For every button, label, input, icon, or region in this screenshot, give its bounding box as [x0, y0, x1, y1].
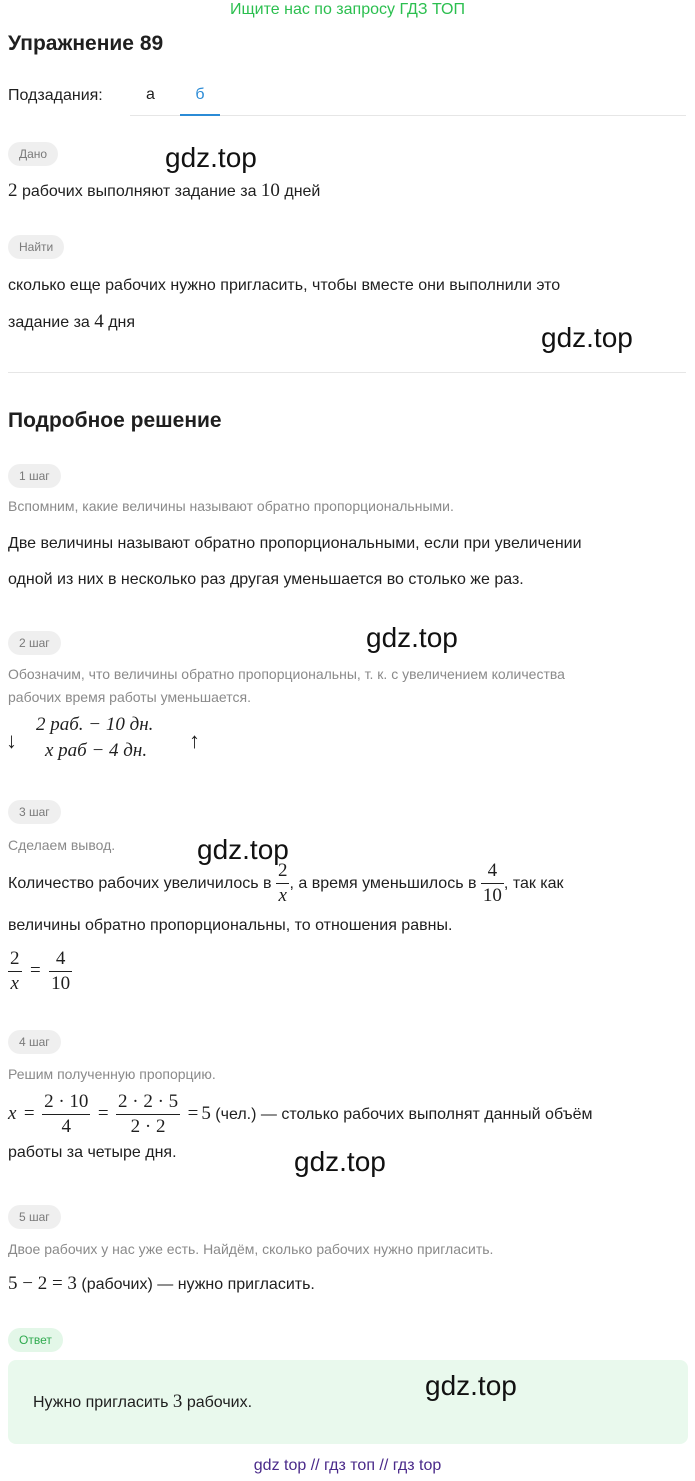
step3-note: Сделаем вывод.: [8, 837, 116, 853]
fraction: $\frac{4}{10}$: [482, 860, 502, 907]
step3-badge: 3 шаг: [8, 800, 61, 824]
step3-equation: $\frac{2}{x}$ = $\frac{4}{10}$: [10, 948, 71, 994]
step2-row2: x раб − 4 дн.: [45, 740, 148, 761]
step1-badge: 1 шаг: [8, 464, 61, 488]
step1-note: Вспомним, какие величины называют обратно пропорциональными.: [8, 498, 454, 514]
fraction: $\frac{2}{x}$: [277, 860, 288, 907]
step2-note1: Обозначим, что величины обратно пропорциональны, т. к. с увеличением количества: [8, 666, 565, 682]
watermark: gdz.top: [165, 142, 257, 173]
step4-line2: работы за четыре дня.: [8, 1144, 177, 1161]
search-banner: Ищите нас по запросу ГДЗ ТОП: [230, 1, 465, 18]
step3-line1: Количество рабочих увеличилось в $\frac{2}{x}$ , а время уменьшилось в $\frac{4}{10}$ , так как: [8, 860, 564, 907]
watermark: gdz.top: [425, 1370, 517, 1401]
tab-a[interactable]: а: [146, 86, 155, 103]
given-badge: Дано: [8, 142, 58, 166]
arrow-up-icon: ↑: [189, 728, 200, 753]
answer-text: Нужно пригласить 3 рабочих.: [33, 1391, 253, 1412]
answer-badge: Ответ: [8, 1328, 63, 1352]
given-text: 2 рабочих выполняют задание за 10 дней: [8, 180, 321, 201]
step5-badge-wrap: [8, 1205, 61, 1229]
answer-badge-wrap: [8, 1328, 63, 1352]
page-title: Упражнение 89: [8, 32, 164, 55]
footer-links[interactable]: gdz top // гдз топ // гдз top: [253, 1457, 442, 1474]
watermark: gdz.top: [197, 834, 289, 865]
find-line1: сколько еще рабочих нужно пригласить, чтобы вместе они выполнили это: [8, 277, 561, 294]
step3-badge-wrap: [8, 800, 61, 824]
tab-b[interactable]: б: [180, 86, 220, 116]
step2-row1: 2 раб. − 10 дн.: [36, 714, 154, 735]
step4-badge: 4 шаг: [8, 1030, 61, 1054]
subtask-tabs: [130, 82, 686, 116]
step3-line2: величины обратно пропорциональны, то отношения равны.: [8, 917, 453, 934]
section-divider: [8, 372, 686, 373]
subtasks-label: Подзадания:: [8, 87, 103, 104]
step1-line2: одной из них в несколько раз другая уменьшается во столько же раз.: [8, 571, 524, 588]
step1-line1: Две величины называют обратно пропорциональными, если при увеличении: [8, 535, 582, 552]
given-badge-wrap: [8, 142, 58, 166]
find-line2: задание за 4 дня: [8, 311, 136, 332]
find-badge: Найти: [8, 235, 64, 259]
watermark: gdz.top: [294, 1146, 386, 1177]
step5-line: 5 − 2 = 3 (рабочих) — нужно пригласить.: [8, 1273, 315, 1294]
step2-badge-wrap: [8, 631, 61, 655]
step5-note: Двое рабочих у нас уже есть. Найдём, сколько рабочих нужно пригласить.: [8, 1241, 494, 1257]
step4-badge-wrap: [8, 1030, 61, 1054]
step4-note: Решим полученную пропорцию.: [8, 1066, 216, 1082]
solution-title: Подробное решение: [8, 409, 222, 432]
step2-note2: рабочих время работы уменьшается.: [8, 689, 251, 705]
step4-line1: x = $\frac{2 \cdot 10}{4}$ = $\frac{2 \cdot 2 \cdot 5}{2 \cdot 2}$ = 5 (чел.) — столько рабочих выполнят данный объём: [8, 1091, 593, 1138]
arrow-down-icon: ↓: [6, 728, 17, 753]
step2-badge: 2 шаг: [8, 631, 61, 655]
find-badge-wrap: [8, 235, 64, 259]
step1-badge-wrap: [8, 464, 61, 488]
watermark: gdz.top: [541, 322, 633, 353]
watermark: gdz.top: [366, 622, 458, 653]
step5-badge: 5 шаг: [8, 1205, 61, 1229]
